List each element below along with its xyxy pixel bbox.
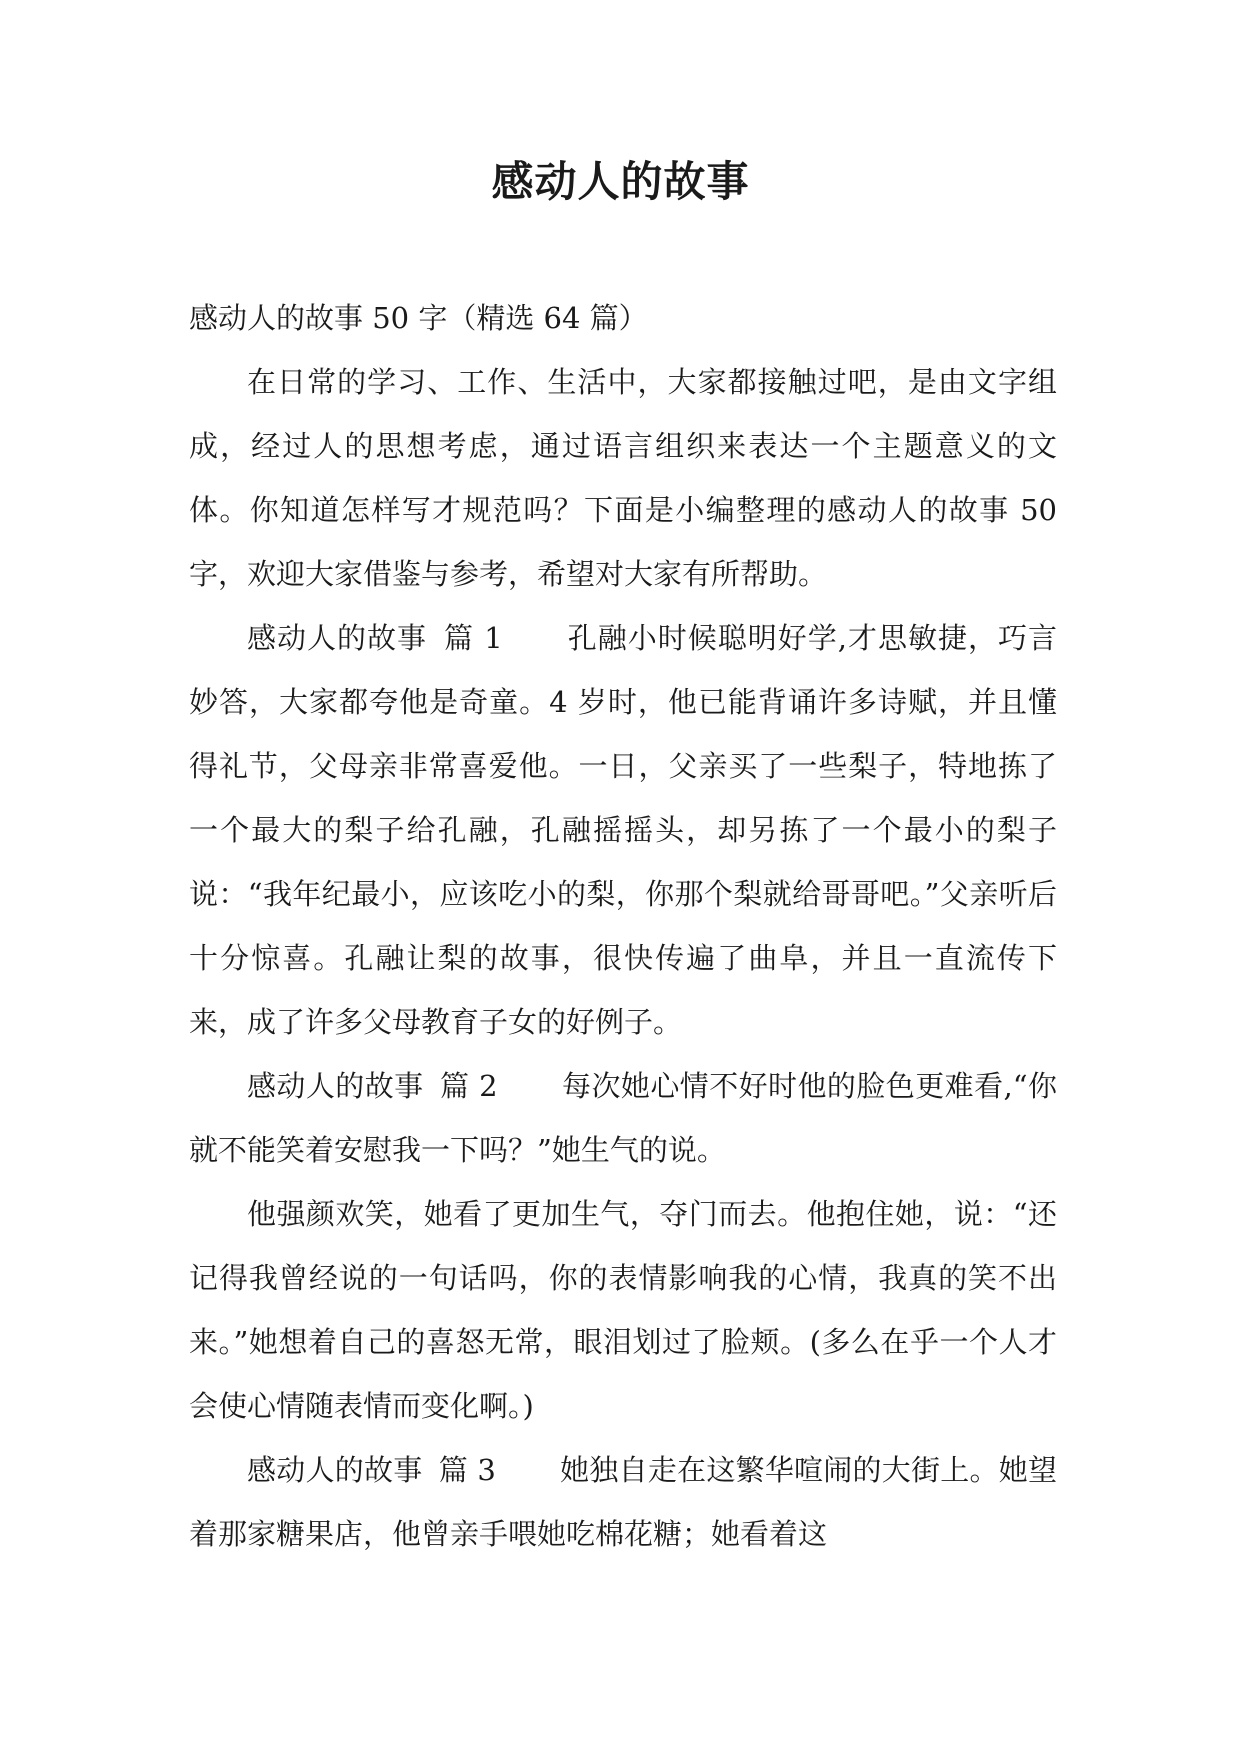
section-2-label: 篇 2 [439, 1069, 498, 1103]
document-title: 感动人的故事 [491, 157, 750, 206]
section-1-paragraph [189, 606, 1057, 1054]
section-1-text: 孔融小时候聪明好学,才思敏捷，巧言妙答，大家都夸他是奇童。4 岁时，他已能背诵许多诗赋，并且懂得礼节，父母亲非常喜爱他。一日，父亲买了一些梨子，特地拣了一个最大的梨子给孔融，孔融摇摇头，却另拣了一个最小的梨子说：“我年纪最小，应该吃小的梨，你那个梨就给哥哥吧。”父亲听后十分惊喜。孔融让梨的故事，很快传遍了曲阜，并且一直流传下来，成了许多父母教育子女的好例子。 [189, 621, 1057, 1039]
section-3-text: 她独自走在这繁华喧闹的大街上。她望着那家糖果店，他曾亲手喂她吃棉花糖；她看着这 [189, 1453, 1057, 1551]
document-subtitle: 感动人的故事 50 字（精选 64 篇） [189, 301, 648, 335]
section-2-text: 每次她心情不好时他的脸色更难看,“你就不能笑着安慰我一下吗？”她生气的说。 [189, 1069, 1058, 1167]
section-3-heading: 感动人的故事 [247, 1453, 423, 1487]
section-1-label: 篇 1 [443, 621, 503, 655]
section-2-paragraph [189, 1054, 1057, 1182]
section-3-label: 篇 3 [438, 1453, 496, 1487]
section-2-paragraph-2: 他强颜欢笑，她看了更加生气，夺门而去。他抱住她，说：“还记得我曾经说的一句话吗，你的表情影响我的心情，我真的笑不出来。”她想着自己的喜怒无常，眼泪划过了脸颊。(多么在乎一个人才会使心情随表情而变化啊。) [189, 1197, 1057, 1423]
intro-paragraph: 在日常的学习、工作、生活中，大家都接触过吧，是由文字组成，经过人的思想考虑，通过语言组织来表达一个主题意义的文体。你知道怎样写才规范吗？下面是小编整理的感动人的故事 50 字，欢迎大家借鉴与参考，希望对大家有所帮助。 [189, 365, 1057, 591]
document-body [189, 286, 1057, 1566]
section-1-heading: 感动人的故事 [247, 621, 428, 655]
section-2-heading: 感动人的故事 [247, 1069, 424, 1103]
section-3-paragraph [189, 1438, 1057, 1566]
